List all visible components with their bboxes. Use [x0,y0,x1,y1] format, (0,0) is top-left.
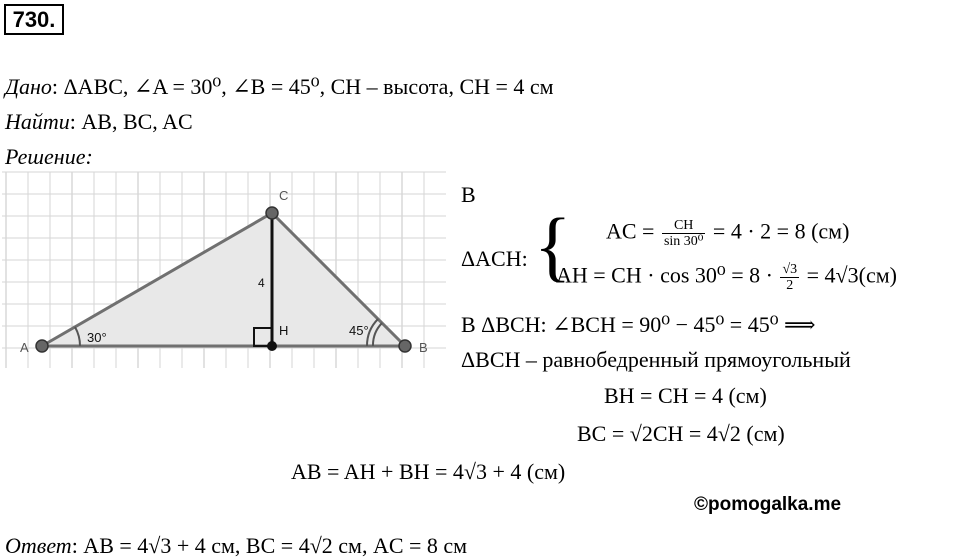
label-a: A [20,340,29,355]
ac-frac-den: sin 30⁰ [663,234,704,249]
label-c: C [279,188,289,203]
ah-lhs: AH = CH · cos 30⁰ = 8 · [556,262,773,288]
solution-label: Решение: [5,144,93,169]
ah-rhs: = 4√3(см) [806,262,897,288]
ac-frac-num: CH [662,218,705,234]
given-text: : ΔABC, ∠A = 30⁰, ∠B = 45⁰, CH – высота, CH = 4 см [51,74,554,99]
given-line [5,74,554,100]
ah-equation [556,262,897,293]
answer-line [5,533,467,559]
ab-line: AB = AH + BH = 4√3 + 4 (см) [291,459,566,484]
isosceles-line: ΔBCH – равнобедренный прямоугольный [461,347,851,372]
ac-lhs: AC = [606,218,655,244]
answer-label: Ответ [5,533,72,558]
point-h [267,341,277,351]
bc-line: BC = √2CH = 4√2 (см) [577,421,785,446]
label-h: H [279,323,289,338]
ah-fraction [780,262,799,293]
ah-frac-den: 2 [786,278,794,293]
bch-angle-line: В ΔBCH: ∠BCH = 90⁰ − 45⁰ = 45⁰ ⟹ [461,312,816,337]
label-angle-b: 45° [349,323,369,338]
problem-number: 730. [4,4,64,35]
find-text: : AB, BC, AC [69,109,193,134]
watermark: ©pomogalka.me [694,494,842,515]
in-word: В [461,182,476,207]
answer-text: : AB = 4√3 + 4 см, BC = 4√2 см, AC = 8 см [71,533,468,558]
ac-equation [606,218,849,249]
bh-line: BH = CH = 4 (см) [604,383,767,408]
given-label: Дано [5,74,52,99]
triangle-figure [0,170,448,370]
find-line [5,109,193,135]
label-height: 4 [258,276,265,290]
point-b [399,340,411,352]
label-b: B [419,340,428,355]
find-label: Найти [5,109,70,134]
ah-frac-num: √3 [782,262,798,277]
label-angle-a: 30° [87,330,107,345]
ac-rhs: = 4 · 2 = 8 (см) [712,218,850,244]
ac-fraction [662,218,705,249]
ach-label: ΔACH: [461,246,528,271]
system-brace: { [534,202,572,289]
point-a [36,340,48,352]
point-c [266,207,278,219]
